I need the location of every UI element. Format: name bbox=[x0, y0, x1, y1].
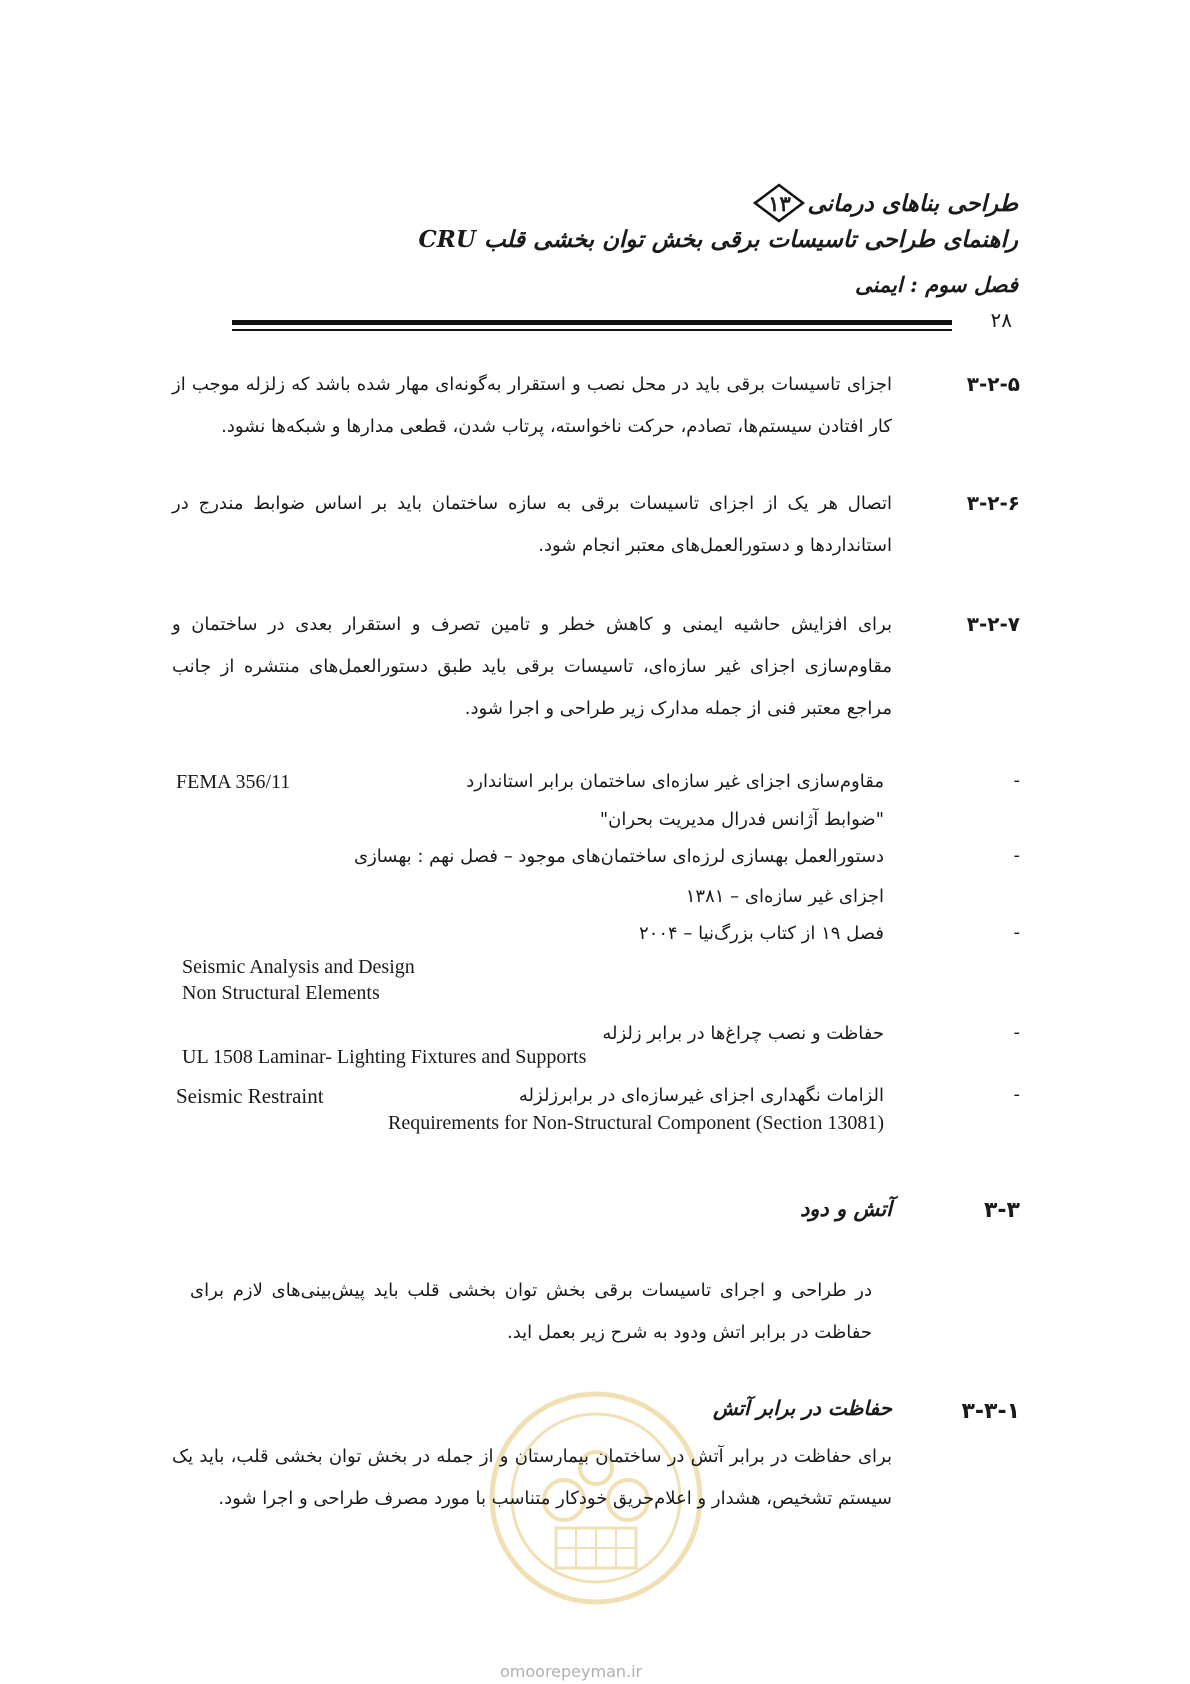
subsection-number-3-3-1: ۳-۳-۱ bbox=[961, 1399, 1020, 1424]
header-guide-title: راهنمای طراحی تاسیسات برقی بخش توان بخشی قلب CRU bbox=[418, 226, 1018, 253]
bullet-1-text: مقاوم‌سازی اجزای غیر سازه‌ای ساختمان برابر استاندارد bbox=[466, 771, 884, 792]
bullet-3-english-1: Seismic Analysis and Design bbox=[182, 956, 415, 978]
bullet-dash-1: - bbox=[1013, 770, 1020, 791]
header-rule-thin bbox=[232, 329, 952, 331]
bullet-2-line-2: اجزای غیر سازه‌ای – ۱۳۸۱ bbox=[685, 886, 884, 907]
bullet-dash-4: - bbox=[1013, 1022, 1020, 1043]
bullet-3-english-2: Non Structural Elements bbox=[182, 982, 380, 1004]
bullet-5-text: الزامات نگهداری اجزای غیرسازه‌ای در برابرزلزله bbox=[518, 1085, 884, 1106]
bullet-5-line-1 bbox=[176, 1076, 884, 1116]
section-title: آتش و دود bbox=[799, 1196, 892, 1221]
section-intro: در طراحی و اجرای تاسیسات برقی بخش توان بخشی قلب باید پیش‌بینی‌های لازم برای حفاظت در برابر اتش ودود به شرح زیر بعمل اید. bbox=[190, 1280, 872, 1343]
bullet-dash-2: - bbox=[1013, 845, 1020, 866]
header-chapter-title: فصل سوم : ایمنی bbox=[855, 272, 1018, 297]
item-number-3-2-7: ۳-۲-۷ bbox=[966, 612, 1020, 636]
bullet-1-line-1 bbox=[176, 762, 884, 802]
subsection-title: حفاظت در برابر آتش bbox=[713, 1396, 892, 1420]
subsection-text: برای حفاظت در برابر آتش در ساختمان بیمارستان و از جمله در بخش توان بخشی قلب، باید یک سیستم تشخیص، هشدار و اعلام‌حریق خودکار متناسب با مورد مصرف طراحی و اجرا شود. bbox=[172, 1446, 892, 1509]
item-text-3-2-5: اجزای تاسیسات برقی باید در محل نصب و استقرار به‌گونه‌ای مهار شده باشد که زلزله موجب از کار افتادن سیستم‌ها، تصادم، حرکت ناخواسته، پرتاب شدن، قطعی مدارها و شبکه‌ها نشود. bbox=[172, 374, 892, 437]
header-book-title bbox=[747, 183, 1018, 223]
item-number-3-2-6: ۳-۲-۶ bbox=[966, 491, 1020, 515]
bullet-1-standard: FEMA 356/11 bbox=[176, 771, 291, 793]
page-number: ۲۸ bbox=[990, 308, 1012, 332]
book-title-text: طراحی بناهای درمانی bbox=[807, 189, 1018, 217]
bullet-2-line-1: دستورالعمل بهسازی لرزه‌ای ساختمان‌های موجود – فصل نهم : بهسازی bbox=[354, 846, 884, 867]
header-rule-thick bbox=[232, 320, 952, 325]
bullet-5-english-1: Seismic Restraint bbox=[176, 1084, 324, 1108]
bullet-5-english-2: Requirements for Non-Structural Component (Section 13081) bbox=[387, 1112, 884, 1134]
bullet-1-line-2: "ضوابط آژانس فدرال مدیریت بحران" bbox=[599, 809, 884, 830]
item-text-3-2-7: برای افزایش حاشیه ایمنی و کاهش خطر و تامین تصرف و استقرار بعدی در ساختمان و مقاوم‌سازی اجزای غیر سازه‌ای، تاسیسات برقی باید طبق دستورالعمل‌های منتشره از جانب مراجع معتبر فنی از جمله مدارک زیر طراحی و اجرا شود. bbox=[172, 614, 892, 719]
bullet-dash-5: - bbox=[1013, 1084, 1020, 1105]
item-text-3-2-6: اتصال هر یک از اجزای تاسیسات برقی به سازه ساختمان باید بر اساس ضوابط مندرج در استانداردها و دستورالعمل‌های معتبر انجام شود. bbox=[172, 493, 892, 556]
watermark-url: omoorepeyman.ir bbox=[500, 1662, 643, 1681]
volume-badge bbox=[751, 183, 807, 223]
volume-number: ۱۳ bbox=[768, 190, 791, 216]
bullet-4-text: حفاظت و نصب چراغ‌ها در برابر زلزله bbox=[602, 1023, 884, 1044]
item-number-3-2-5: ۳-۲-۵ bbox=[966, 372, 1020, 396]
section-number-3-3: ۳-۳ bbox=[984, 1198, 1020, 1223]
bullet-4-english: UL 1508 Laminar- Lighting Fixtures and Supports bbox=[182, 1046, 587, 1068]
bullet-dash-3: - bbox=[1013, 922, 1020, 943]
bullet-3-text: فصل ۱۹ از کتاب بزرگ‌نیا – ۲۰۰۴ bbox=[639, 923, 884, 944]
